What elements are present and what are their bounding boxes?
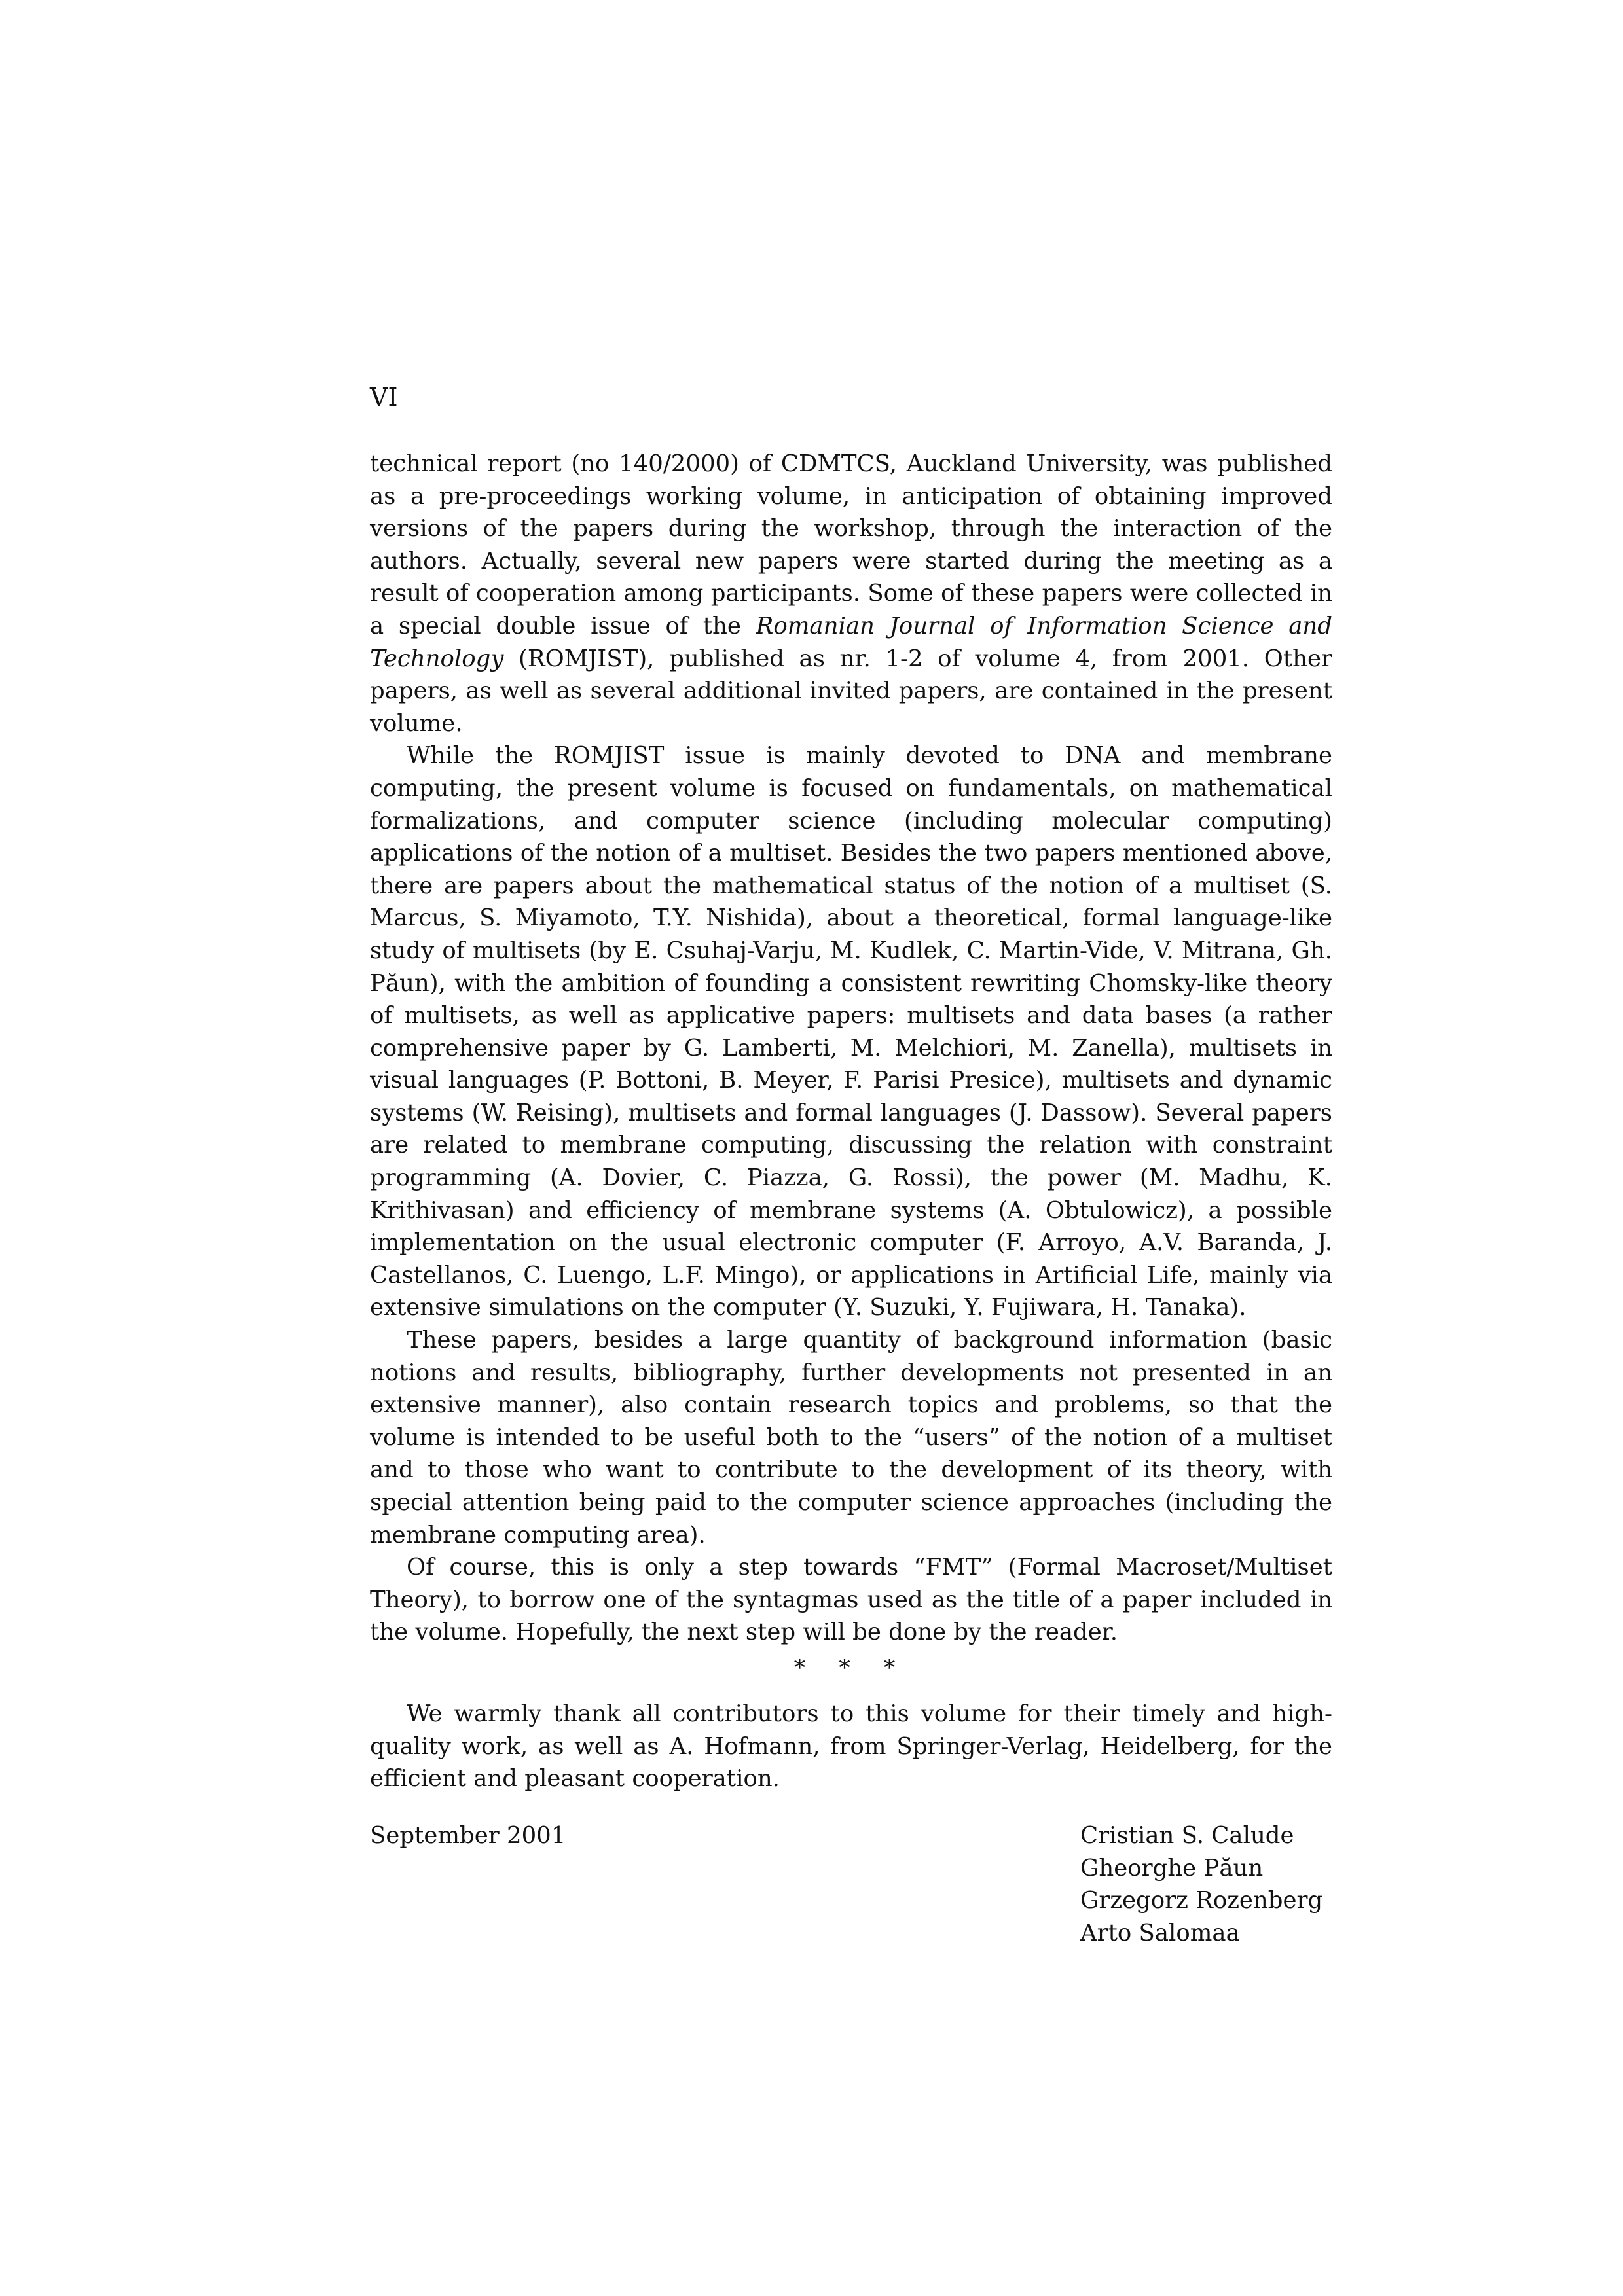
preface-body [370, 448, 1332, 1649]
signatory: Grzegorz Rozenberg [1080, 1887, 1323, 1914]
paragraph-2: While the ROMJIST issue is mainly devoted to DNA and membrane computing, the present volume is focused on fundamentals, on mathematical formalizations, and computer science (including molecular computing) applications of the notion of a multiset. Besides the two papers mentioned above, there are papers about the mathematical status of the notion of a multiset (S. Marcus, S. Miyamoto, T.Y. Nishida), about a theoretical, formal language-like study of multisets (by E. Csuhaj-Varju, M. Kudlek, C. Martin-Vide, V. Mitrana, Gh. Păun), with the ambition of founding a consistent rewriting Chomsky-like theory of multisets, as well as applicative papers: multisets and data bases (a rather comprehensive paper by G. Lamberti, M. Melchiori, M. Zanella), multisets in visual languages (P. Bottoni, B. Meyer, F. Parisi Presice), multisets and dynamic systems (W. Reising), multisets and formal languages (J. Dassow). Several papers are related to membrane computing, discussing the relation with constraint programming (A. Dovier, C. Piazza, G. Rossi), the power (M. Madhu, K. Krithivasan) and efficiency of membrane systems (A. Obtulowicz), a possible implementation on the usual electronic computer (F. Arroyo, A.V. Baranda, J. Castellanos, C. Luengo, L.F. Mingo), or applications in Artificial Life, mainly via extensive simulations on the computer (Y. Suzuki, Y. Fujiwara, H. Tanaka). [370, 742, 1332, 1321]
section-separator: * * * [793, 1655, 909, 1681]
acknowledgement-paragraph: We warmly thank all contributors to this volume for their timely and high-quality work, as well as A. Hofmann, from Springer-Verlag, Heidelberg, for the efficient and pleasant cooperation. [370, 1700, 1332, 1793]
paragraph-3: These papers, besides a large quantity of background information (basic notions and results, bibliography, further developments not presented in an extensive manner), also contain research topics and problems, so that the volume is intended to be useful both to the “users” of the notion of a multiset and to those who want to contribute to the development of its theory, with special attention being paid to the computer science approaches (including the membrane computing area). [370, 1327, 1332, 1549]
signatories [1080, 1820, 1322, 1949]
paragraph-1-text-after: (ROMJIST), published as nr. 1-2 of volume 4, from 2001. Other papers, as well as several additional invited papers, are contained in the present volume. [370, 645, 1332, 737]
signatory: Arto Salomaa [1080, 1919, 1240, 1946]
journal-title: Romanian Journal of Information Science and Technology [370, 612, 1332, 672]
paragraph-1-text-before: technical report (no 140/2000) of CDMTCS, Auckland University, was published as a pre-proceedings working volume, in anticipation of obtaining improved versions of the papers during the workshop, through the interaction of the authors. Actually, several new papers were started during the meeting as a result of cooperation among participants. Some of these papers were collected in a special double issue of the [370, 450, 1332, 639]
page-number: VI [370, 383, 398, 412]
signatory: Gheorghe Păun [1080, 1854, 1264, 1882]
signatory: Cristian S. Calude [1080, 1822, 1294, 1849]
paragraph-1 [370, 448, 1332, 740]
date: September 2001 [370, 1822, 566, 1849]
paragraph-4: Of course, this is only a step towards “FMT” (Formal Macroset/Multiset Theory), to borrow one of the syntagmas used as the title of a paper included in the volume. Hopefully, the next step will be done by the reader. [370, 1554, 1332, 1646]
